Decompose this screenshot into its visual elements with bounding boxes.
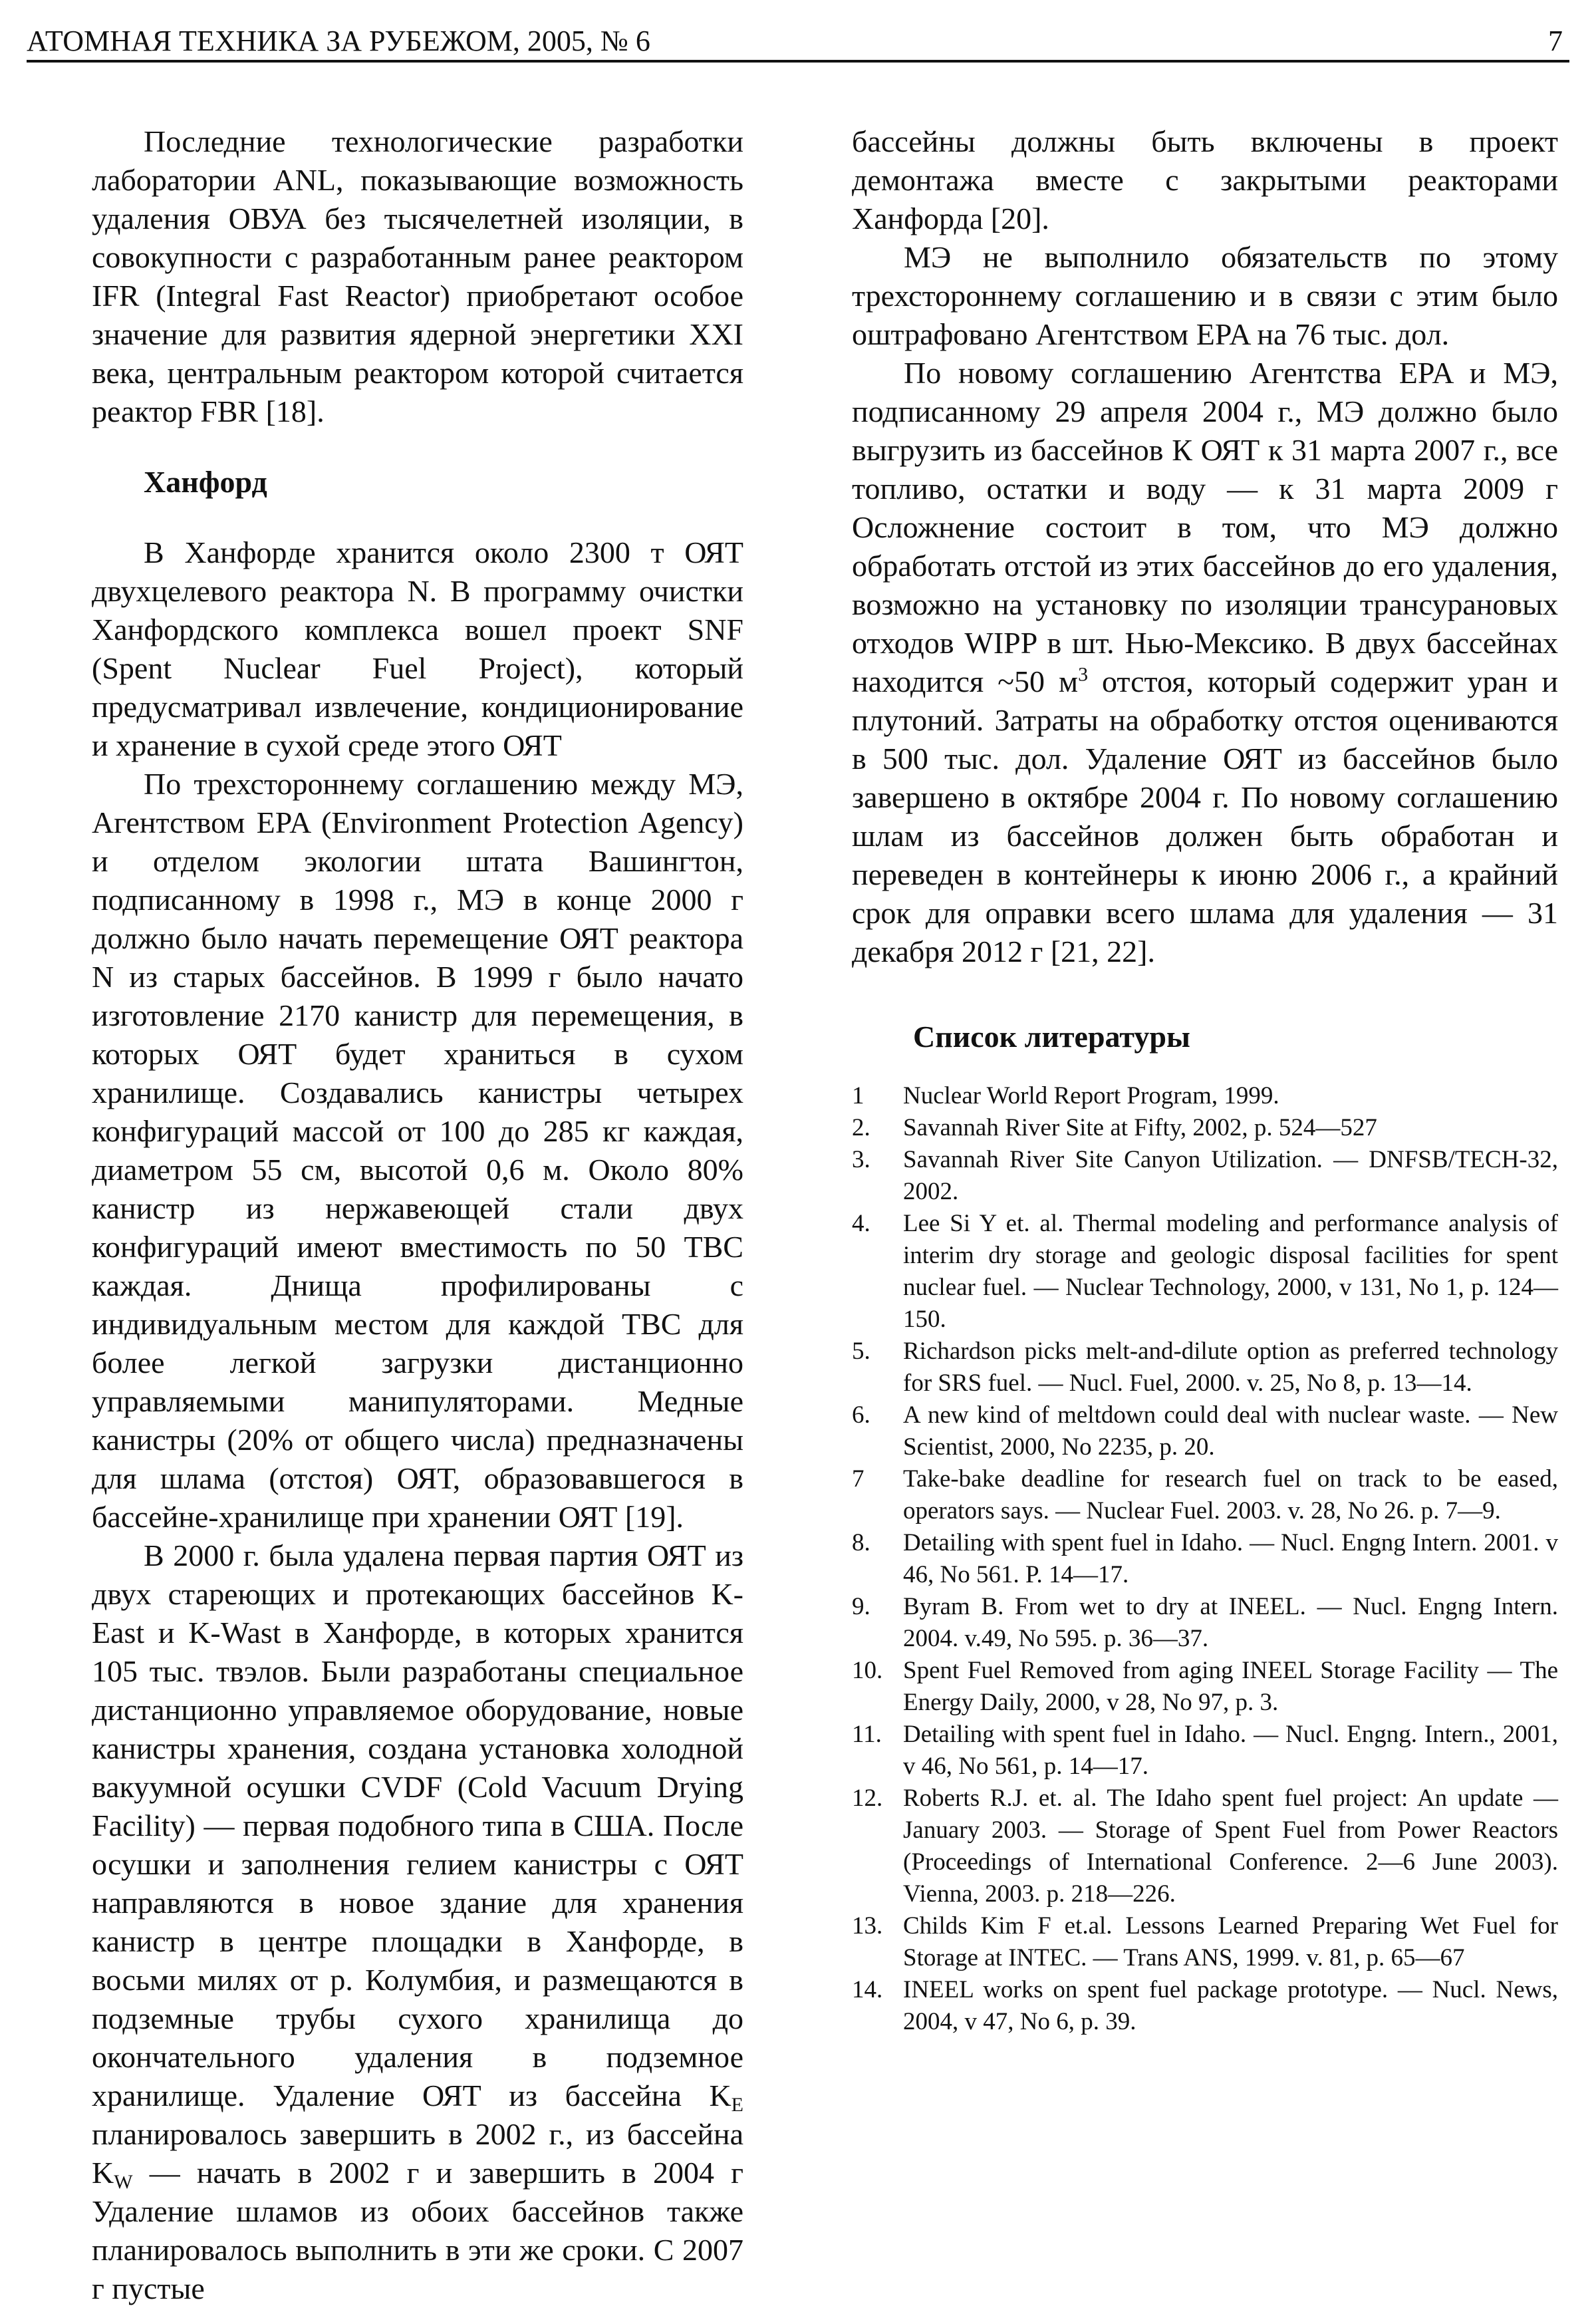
paragraph: По трехстороннему соглашению между МЭ, Агентством EPA (Environment Protection Agency) и отделом экологии штата Вашингтон, подписанному в 1998 г., МЭ в конце 2000 г должно было начать перемещение ОЯТ реактора N из старых бассейнов. В 1999 г было начато изготовление 2170 канистр для перемещения, в которых ОЯТ будет храниться в сухом хранилище. Создавались канистры четырех конфигураций массой от 100 до 285 кг каждая, диаметром 55 см, высотой 0,6 м. Около 80% канистр из нержавеющей стали двух конфигураций имеют вместимость по 50 ТВС каждая. Днища профилированы с индивидуальным местом для каждой ТВС для более легкой загрузки дистанционно управляемыми манипуляторами. Медные канистры (20% от общего числа) предназначены для шлама (отстоя) ОЯТ, образовавшегося в бассейне-хранилище при хранении ОЯТ [19]. <box>92 767 743 1534</box>
reference-number: 12. <box>852 1785 883 1812</box>
paragraph: В Ханфорде хранится около 2300 т ОЯТ двухцелевого реактора N. В программу очистки Ханфордского комплекса вошел проект SNF (Spent Nuclear Fuel Project), который предусматривал извлечение, кондиционирование и хранение в сухой среде этого ОЯТ <box>92 535 743 762</box>
reference-text: Detailing with spent fuel in Idaho. — Nucl. Engng. Intern., 2001, v 46, No 561, p. 14—17. <box>903 1721 1558 1780</box>
reference-text: Detailing with spent fuel in Idaho. — Nucl. Engng Intern. 2001. v 46, No 561. P. 14—17. <box>903 1529 1558 1588</box>
reference-number: 10. <box>852 1657 883 1684</box>
paragraph: бассейны должны быть включены в проект демонтажа вместе с закрытыми реакторами Ханфорда [20]. <box>852 124 1558 235</box>
section-heading-hanford: Ханфорд <box>144 465 267 499</box>
references-heading: Список литературы <box>913 1020 1190 1054</box>
text: — начать в 2002 г и завершить в 2004 г Удаление шламов из обоих бассейнов также планировалось выполнить в эти же сроки. С 2007 г пустые <box>92 2156 743 2305</box>
reference-item <box>852 1208 1558 1336</box>
reference-item <box>852 1399 1558 1463</box>
reference-number: 2. <box>852 1114 870 1141</box>
reference-text: Spent Fuel Removed from aging INEEL Storage Facility — The Energy Daily, 2000, v 28, No 97, p. 3. <box>903 1657 1558 1716</box>
reference-number: 4. <box>852 1210 870 1237</box>
reference-item <box>852 1336 1558 1399</box>
left-column <box>92 122 743 2308</box>
subscript: W <box>114 2171 133 2193</box>
reference-text: Lee Si Y et. al. Thermal modeling and performance analysis of interim dry storage and geologic disposal facilities for spent nuclear fuel. — Nuclear Technology, 2000, v 131, No 1, p. 124—150. <box>903 1210 1558 1333</box>
reference-number: 3. <box>852 1146 870 1173</box>
reference-number: 7 <box>852 1465 864 1493</box>
subscript: E <box>731 2094 743 2116</box>
reference-item <box>852 1591 1558 1655</box>
right-column <box>852 122 1558 2038</box>
reference-number: 14. <box>852 1976 883 2003</box>
reference-text: Nuclear World Report Program, 1999. <box>903 1082 1279 1109</box>
reference-text: A new kind of meltdown could deal with nuclear waste. — New Scientist, 2000, No 2235, p. 20. <box>903 1401 1558 1461</box>
reference-list <box>852 1080 1558 2038</box>
text: В 2000 г. была удалена первая партия ОЯТ из двух стареющих и протекающих бассейнов K-East и K-Wast в Ханфорде, в которых хранится 105 тыс. твэлов. Были разработаны специальное дистанционно управляемое оборудование, новые канистры хранения, создана установка холодной вакуумной осушки CVDF (Cold Vacuum Drying Facility) — первая подобного типа в США. После осушки и заполнения гелием канистры с ОЯТ направляются в новое здание для хранения канистр в центре площадки в Ханфорде, в восьми милях от р. Колумбия, и размещаются в подземные трубы сухого хранилища до окончательного удаления в подземное хранилище. Удаление ОЯТ из бассейна K <box>92 1538 743 2112</box>
text: По новому соглашению Агентства EPA и МЭ, подписанному 29 апреля 2004 г., МЭ должно было выгрузить из бассейнов К ОЯТ к 31 марта 2007 г., все топливо, остатки и воду — к 31 марта 2009 г Осложнение состоит в том, что МЭ должно обработать отстой из этих бассейнов до его удаления, возможно на установку по изоляции трансурановых отходов WIPP в шт. Нью-Мексико. В двух бассейнах находится ~50 м <box>852 356 1558 698</box>
reference-text: Savannah River Site at Fifty, 2002, p. 524—527 <box>903 1114 1377 1141</box>
reference-text: Byram B. From wet to dry at INEEL. — Nucl. Engng Intern. 2004. v.49, No 595. p. 36—37. <box>903 1593 1558 1652</box>
running-header <box>27 20 1569 63</box>
paragraph: Последние технологические разработки лаборатории ANL, показывающие возможность удаления ОВУА без тысячелетней изоляции, в совокупности с разработанным ранее реактором IFR (Integral Fast Reactor) приобретают особое значение для развития ядерной энергетики XXI века, центральным реактором которой считается реактор FBR [18]. <box>92 124 743 428</box>
reference-number: 9. <box>852 1593 870 1620</box>
reference-item <box>852 1910 1558 1974</box>
text: планировалось завершить в 2002 г., из бассейна K <box>92 2117 743 2190</box>
reference-item <box>852 1719 1558 1783</box>
text: отстоя, который содержит уран и плутоний. Затраты на обработку отстоя оцениваются в 500 тыс. дол. Удаление ОЯТ из бассейнов было завершено в октябре 2004 г. По новому соглашению шлам из бассейнов должен быть обработан и переведен в контейнеры к июню 2006 г., а крайний срок для оправки всего шлама для удаления — 31 декабря 2012 г [21, 22]. <box>852 664 1559 968</box>
reference-number: 8. <box>852 1529 870 1556</box>
paragraph: МЭ не выполнило обязательств по этому трехстороннему соглашению и в связи с этим было оштрафовано Агентством EPA на 76 тыс. дол. <box>852 240 1558 351</box>
paragraph <box>852 354 1558 971</box>
reference-number: 1 <box>852 1082 864 1109</box>
journal-title: АТОМНАЯ ТЕХНИКА ЗА РУБЕЖОМ, 2005, № 6 <box>27 25 650 57</box>
reference-number: 5. <box>852 1338 870 1365</box>
reference-text: INEEL works on spent fuel package prototype. — Nucl. News, 2004, v 47, No 6, p. 39. <box>903 1976 1558 2035</box>
reference-number: 6. <box>852 1401 870 1429</box>
reference-number: 13. <box>852 1912 883 1940</box>
superscript: 3 <box>1078 663 1089 686</box>
reference-text: Richardson picks melt-and-dilute option as preferred technology for SRS fuel. — Nucl. Fuel, 2000. v. 25, No 8, p. 13—14. <box>903 1338 1558 1397</box>
reference-number: 11. <box>852 1721 882 1748</box>
page-number: 7 <box>1548 25 1563 57</box>
reference-item <box>852 1655 1558 1719</box>
reference-text: Roberts R.J. et. al. The Idaho spent fuel project: An update — January 2003. — Storage of Spent Fuel from Power Reactors (Proceedings of International Conference. 2—6 June 2003). Vienna, 2003. p. 218—226. <box>903 1785 1558 1908</box>
reference-item <box>852 1463 1558 1527</box>
reference-item <box>852 1974 1558 2038</box>
reference-item <box>852 1783 1558 1910</box>
reference-item <box>852 1144 1558 1208</box>
reference-text: Savannah River Site Canyon Utilization. — DNFSB/TECH-32, 2002. <box>903 1146 1558 1205</box>
reference-text: Take-bake deadline for research fuel on track to be eased, operators says. — Nuclear Fuel. 2003. v. 28, No 26. p. 7—9. <box>903 1465 1558 1524</box>
reference-item <box>852 1112 1558 1144</box>
reference-text: Childs Kim F et.al. Lessons Learned Preparing Wet Fuel for Storage at INTEC. — Trans ANS, 1999. v. 81, p. 65—67 <box>903 1912 1558 1971</box>
reference-item <box>852 1080 1558 1112</box>
paragraph <box>92 1536 743 2308</box>
reference-item <box>852 1527 1558 1591</box>
